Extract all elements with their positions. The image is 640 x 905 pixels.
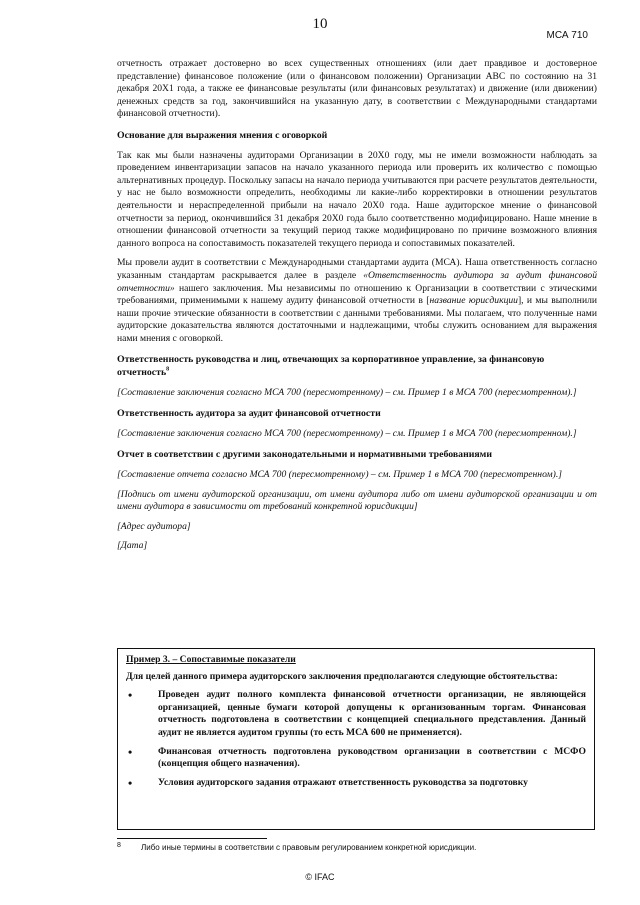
page-number: 10 [312,16,328,32]
basis-p2-section-ref: «Ответственность аудитора за аудит финансовой отчетности» [117,269,597,294]
basis-paragraph-2 [117,257,597,345]
signature-placeholder: [Подпись от имени аудиторской организации, от имени аудитора либо от имени аудиторской организации и от имени аудитора в зависимости от требований конкретной юрисдикции] [117,488,597,513]
management-responsibility-heading [117,354,597,379]
footnote-divider [117,838,267,839]
other-requirements-text: [Составление отчета согласно МСА 700 (пересмотренному) – см. Пример 1 в МСА 700 (пересмотренном).] [117,469,562,481]
example-title: Пример 3. – Сопоставимые показатели [126,654,296,665]
bullet-icon: • [128,744,133,759]
example-bullet [126,777,586,790]
standard-reference: МСА 710 [546,30,588,41]
management-heading-text: Ответственность руководства и лиц, отвечающих за корпоративное управление, за финансовую отчетность [117,354,545,379]
basis-p2-part-b: нашего заключения. Мы независимы по отношению к Организации в соответствии с этическими требованиями, применимыми к нашему аудиту финансовой отчетности в [ [117,282,597,307]
basis-p2-jurisdiction: название юрисдикции [429,295,518,307]
other-requirements-heading: Отчет в соответствии с другими законодательными и нормативными требованиями [117,449,492,461]
footnote-text: Либо иные термины в соответствии с правовым регулированием конкретной юрисдикции. [141,843,477,852]
address-placeholder: [Адрес аудитора] [117,520,191,532]
bullet-icon: • [128,775,133,790]
example-intro: Для целей данного примера аудиторского заключения предполагаются следующие обстоятельства: [126,670,558,682]
bullet-icon: • [128,688,133,703]
auditor-responsibility-heading: Ответственность аудитора за аудит финансовой отчетности [117,408,381,420]
footnote [117,843,597,853]
footnote-mark: 8 [117,842,121,849]
example-bullets [126,689,586,789]
copyright: © IFAC [305,872,335,882]
example-bullet [126,746,586,771]
basis-p2-part-a: Мы провели аудит в соответствии с Международными стандартами аудита (МСА). Наша ответственность согласно указанным стандартам раскрывается далее в разделе [117,257,597,281]
example-bullet [126,689,586,739]
basis-p2-part-c: ], и мы выполнили наши прочие этические обязанности в соответствии с данными требованиями. Мы полагаем, что полученные нами аудиторские доказательства являются достаточными и надлежащими, чтобы служить основанием для выражения нами мнения с оговоркой. [117,295,597,344]
bullet-text: Финансовая отчетность подготовлена руководством организации в соответствии с МСФО (концепция общего назначения). [158,745,586,770]
bullet-text: Проведен аудит полного комплекта финансовой отчетности организации, не являющейся организацией, ценные бумаги которой допущены к организованным торгам. Финансовая отчетность подготовлена в соответствии с концепцией специального представления. Данный аудит не является аудитом группы (то есть МСА 600 не применяется). [158,689,586,738]
basis-paragraph-1: Так как мы были назначены аудиторами Организации в 20X0 году, мы не имели возможности наблюдать за проведением инвентаризации запасов на начало указанного периода или проверить их количество с помощью альтернативных процедур. Поскольку запасы на начало периода учитываются при расчете результатов деятельности, у нас не было возможности определить, необходимы ли какие-либо корректировки в отношении результатов деятельности и нераспределенной прибыли на начало 20X0 года. Наше аудиторское мнение о финансовой отчетности за период, окончившийся 31 декабря 20X0 года было соответственно модифицировано. Наше мнение в отношении финансовой отчетности за текущий период также модифицировано по причине возможного влияния данного вопроса на сопоставимость показателей текущего периода и сопоставимых показателей. [117,149,597,249]
bullet-text: Условия аудиторского задания отражают ответственность руководства за подготовку [158,776,528,788]
date-placeholder: [Дата] [117,540,148,552]
footnote-reference: 8 [166,366,170,373]
opinion-paragraph-tail: отчетность отражает достоверно во всех существенных отношениях (или дает правдивое и достоверное представление) финансовое положение (или о финансовом положении) Организации АВС по состоянию на 31 декабря 20X1 года, а также ее финансовые результаты (или финансовых результатах) и движение (или движении) денежных средств за год, закончившийся на указанную дату, в соответствии с Международными стандартами финансовой отчетности). [117,58,597,120]
auditor-responsibility-text: [Составление заключения согласно МСА 700 (пересмотренному) – см. Пример 1 в МСА 700 (пересмотренном).] [117,427,577,439]
management-responsibility-text: [Составление заключения согласно МСА 700 (пересмотренному) – см. Пример 1 в МСА 700 (пересмотренном).] [117,386,577,398]
basis-heading: Основание для выражения мнения с оговоркой [117,129,328,141]
main-content [117,58,597,553]
example-3-box [117,648,595,830]
